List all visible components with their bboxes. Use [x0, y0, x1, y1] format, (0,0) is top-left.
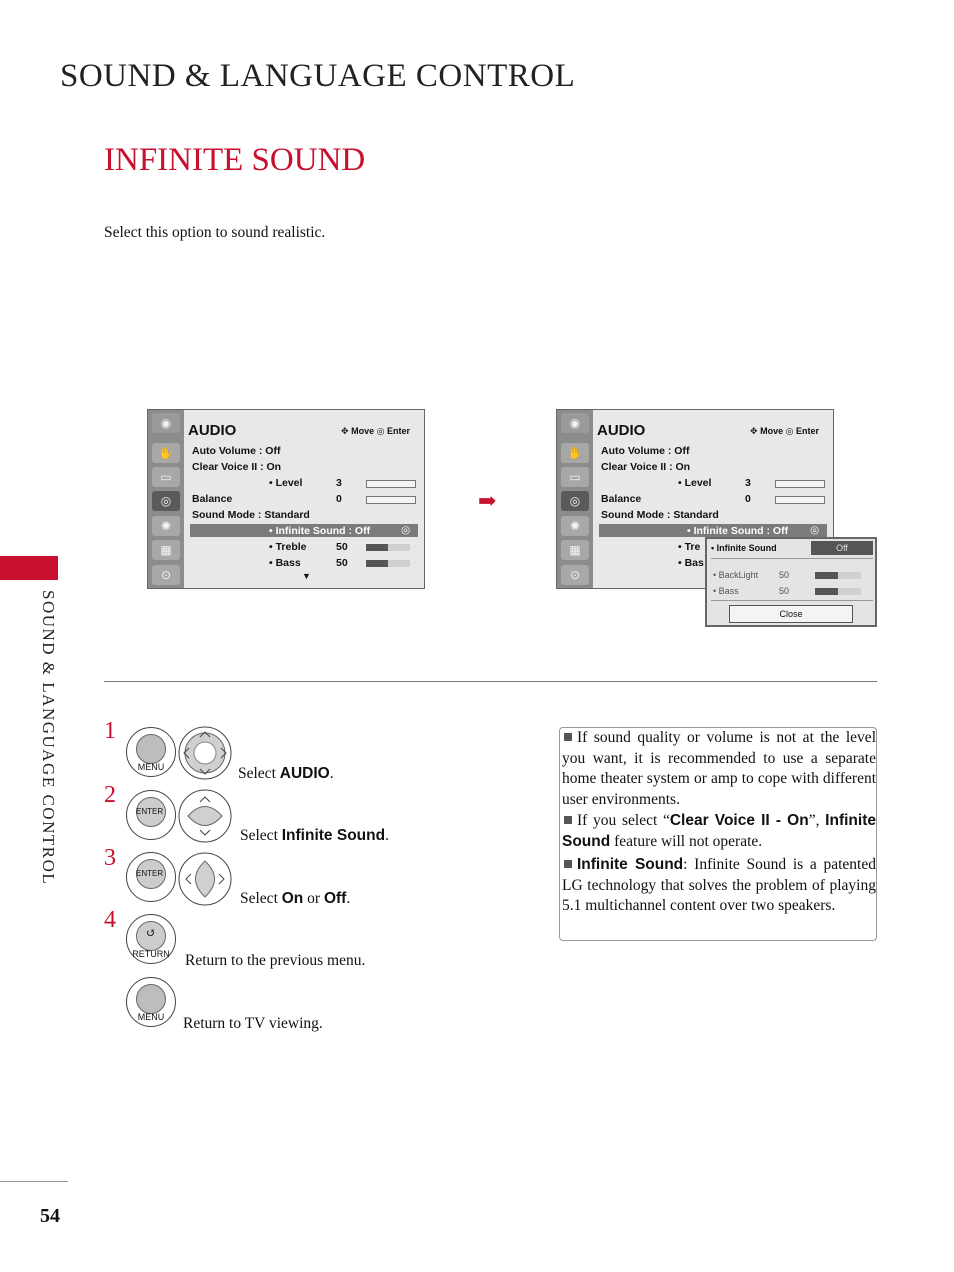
step-number: 2 [104, 782, 116, 808]
enter-icon: ◎ [785, 426, 794, 436]
osd-bass-label[interactable]: • Bas [678, 557, 704, 569]
enter-icon: ◎ [810, 524, 820, 536]
lock-icon: ▦ [561, 540, 589, 560]
lock-icon: ▦ [152, 540, 180, 560]
osd-level-label: • Level [678, 477, 712, 489]
osd-infinite-sound[interactable]: • Infinite Sound : Off [269, 525, 371, 537]
side-tab-marker [0, 556, 58, 580]
side-section-label: SOUND & LANGUAGE CONTROL [39, 590, 58, 886]
picture-icon: ▭ [561, 467, 589, 487]
step-4-text: Return to the previous menu. [185, 952, 366, 969]
footer-rule [0, 1181, 68, 1182]
osd-level-label: • Level [269, 477, 303, 489]
osd-auto-volume[interactable]: Auto Volume : Off [601, 445, 690, 457]
popup-backlight-fill [815, 572, 838, 579]
section-title: INFINITE SOUND [104, 142, 366, 178]
popup-backlight-bar [815, 572, 861, 579]
level-scale[interactable] [775, 480, 825, 488]
osd-side-menu [557, 410, 593, 588]
input-icon: ✋ [561, 443, 589, 463]
left-right-arrows-icon [178, 852, 232, 906]
speaker-icon: ◉ [152, 413, 180, 433]
move-icon: ✥ [341, 426, 349, 436]
section-divider [104, 681, 877, 682]
enter-button[interactable] [126, 852, 176, 902]
bullet-icon [564, 733, 572, 741]
step-number: 3 [104, 845, 116, 871]
osd-bass-label[interactable]: • Bass [269, 557, 301, 569]
osd-nav-hint: ✥ Move ◎ Enter [341, 426, 410, 436]
enter-button[interactable] [126, 790, 176, 840]
osd-screen-before [147, 409, 425, 589]
menu-button[interactable] [126, 727, 176, 777]
enter-icon: ◎ [401, 524, 411, 536]
page-number: 54 [40, 1205, 60, 1227]
option-icon: ⊙ [561, 565, 589, 585]
note-2: If you select “Clear Voice II - On”, Infinite Sound feature will not operate. [562, 812, 876, 850]
osd-title: AUDIO [188, 422, 237, 439]
osd-treble-value: 50 [336, 541, 348, 553]
move-icon: ✥ [750, 426, 758, 436]
osd-infinite-sound[interactable]: • Infinite Sound : Off [687, 525, 789, 537]
step-1-text: Select AUDIO. [238, 765, 334, 782]
popup-backlight-value: 50 [779, 570, 790, 580]
bullet-icon [564, 860, 572, 868]
button-label: ENTER [136, 807, 164, 816]
osd-balance-value: 0 [745, 493, 751, 505]
osd-clear-voice[interactable]: Clear Voice II : On [192, 461, 282, 473]
bullet-icon [564, 816, 572, 824]
step-2-text: Select Infinite Sound. [240, 827, 389, 844]
osd-level-value: 3 [336, 477, 342, 489]
input-icon: ✋ [152, 443, 180, 463]
osd-bass-value: 50 [336, 557, 348, 569]
nav-pad-left-right[interactable] [178, 852, 232, 906]
level-scale[interactable] [366, 480, 416, 488]
intro-text: Select this option to sound realistic. [104, 224, 326, 241]
popup-bass-bar [815, 588, 861, 595]
balance-scale[interactable] [775, 496, 825, 504]
time-icon: ✺ [152, 516, 180, 536]
popup-title: • Infinite Sound [711, 543, 777, 553]
button-label: MENU [137, 762, 165, 772]
bass-bar[interactable] [366, 560, 410, 567]
up-down-arrows-icon [178, 789, 232, 843]
nav-pad-up-down[interactable] [178, 789, 232, 843]
osd-nav-hint: ✥ Move ◎ Enter [750, 426, 819, 436]
nav-pad[interactable] [178, 726, 232, 780]
step-number: 4 [104, 907, 116, 933]
balance-scale[interactable] [366, 496, 416, 504]
popup-value-off[interactable]: Off [811, 541, 873, 555]
popup-backlight-label: • BackLight [713, 570, 759, 580]
button-label: ENTER [136, 869, 164, 878]
step-5-text: Return to TV viewing. [183, 1015, 323, 1032]
osd-clear-voice[interactable]: Clear Voice II : On [601, 461, 691, 473]
speaker-icon: ◉ [561, 413, 589, 433]
audio-icon: ◎ [152, 491, 180, 511]
treble-bar-fill [366, 544, 388, 551]
popup-divider [711, 558, 873, 559]
nav-pad-icon [178, 726, 232, 780]
step-number: 1 [104, 718, 116, 744]
osd-treble-label[interactable]: • Treble [269, 541, 307, 553]
button-face [136, 734, 166, 764]
osd-balance-label[interactable]: Balance [601, 493, 642, 505]
note-3: Infinite Sound: Infinite Sound is a patented LG technology that solves the problem of playing 5.1 multichannel content over two speakers. [562, 856, 876, 914]
notes-box [559, 727, 877, 941]
osd-balance-label[interactable]: Balance [192, 493, 233, 505]
osd-side-menu [148, 410, 184, 588]
osd-auto-volume[interactable]: Auto Volume : Off [192, 445, 281, 457]
osd-balance-value: 0 [336, 493, 342, 505]
note-1: If sound quality or volume is not at the level you want, it is recommended to use a separate home theater system or amp to cope with different user environments. [562, 729, 876, 808]
arrow-right-icon: ➡ [478, 488, 497, 513]
button-label: MENU [137, 1012, 165, 1022]
audio-icon: ◎ [561, 491, 589, 511]
osd-sound-mode[interactable]: Sound Mode : Standard [601, 509, 719, 521]
button-face [136, 984, 166, 1014]
step-3-text: Select On or Off. [240, 890, 351, 907]
osd-level-value: 3 [745, 477, 751, 489]
option-icon: ⊙ [152, 565, 180, 585]
time-icon: ✺ [561, 516, 589, 536]
popup-bass-label: • Bass [713, 586, 739, 596]
osd-title: AUDIO [597, 422, 646, 439]
popup-close-button[interactable]: Close [729, 605, 853, 623]
popup-bass-value: 50 [779, 586, 790, 596]
picture-icon: ▭ [152, 467, 180, 487]
page-title: SOUND & LANGUAGE CONTROL [60, 58, 576, 94]
return-arrow-icon: ↺ [146, 926, 157, 940]
enter-icon: ◎ [376, 426, 385, 436]
button-label: RETURN [132, 949, 170, 959]
osd-sound-mode[interactable]: Sound Mode : Standard [192, 509, 310, 521]
osd-treble-label[interactable]: • Tre [678, 541, 701, 553]
infinite-sound-popup [705, 537, 877, 627]
menu-button[interactable] [126, 977, 176, 1027]
return-button[interactable] [126, 914, 176, 964]
popup-divider [711, 600, 873, 601]
scroll-down-icon[interactable]: ▼ [302, 571, 311, 581]
popup-bass-fill [815, 588, 838, 595]
bass-bar-fill [366, 560, 388, 567]
treble-bar[interactable] [366, 544, 410, 551]
